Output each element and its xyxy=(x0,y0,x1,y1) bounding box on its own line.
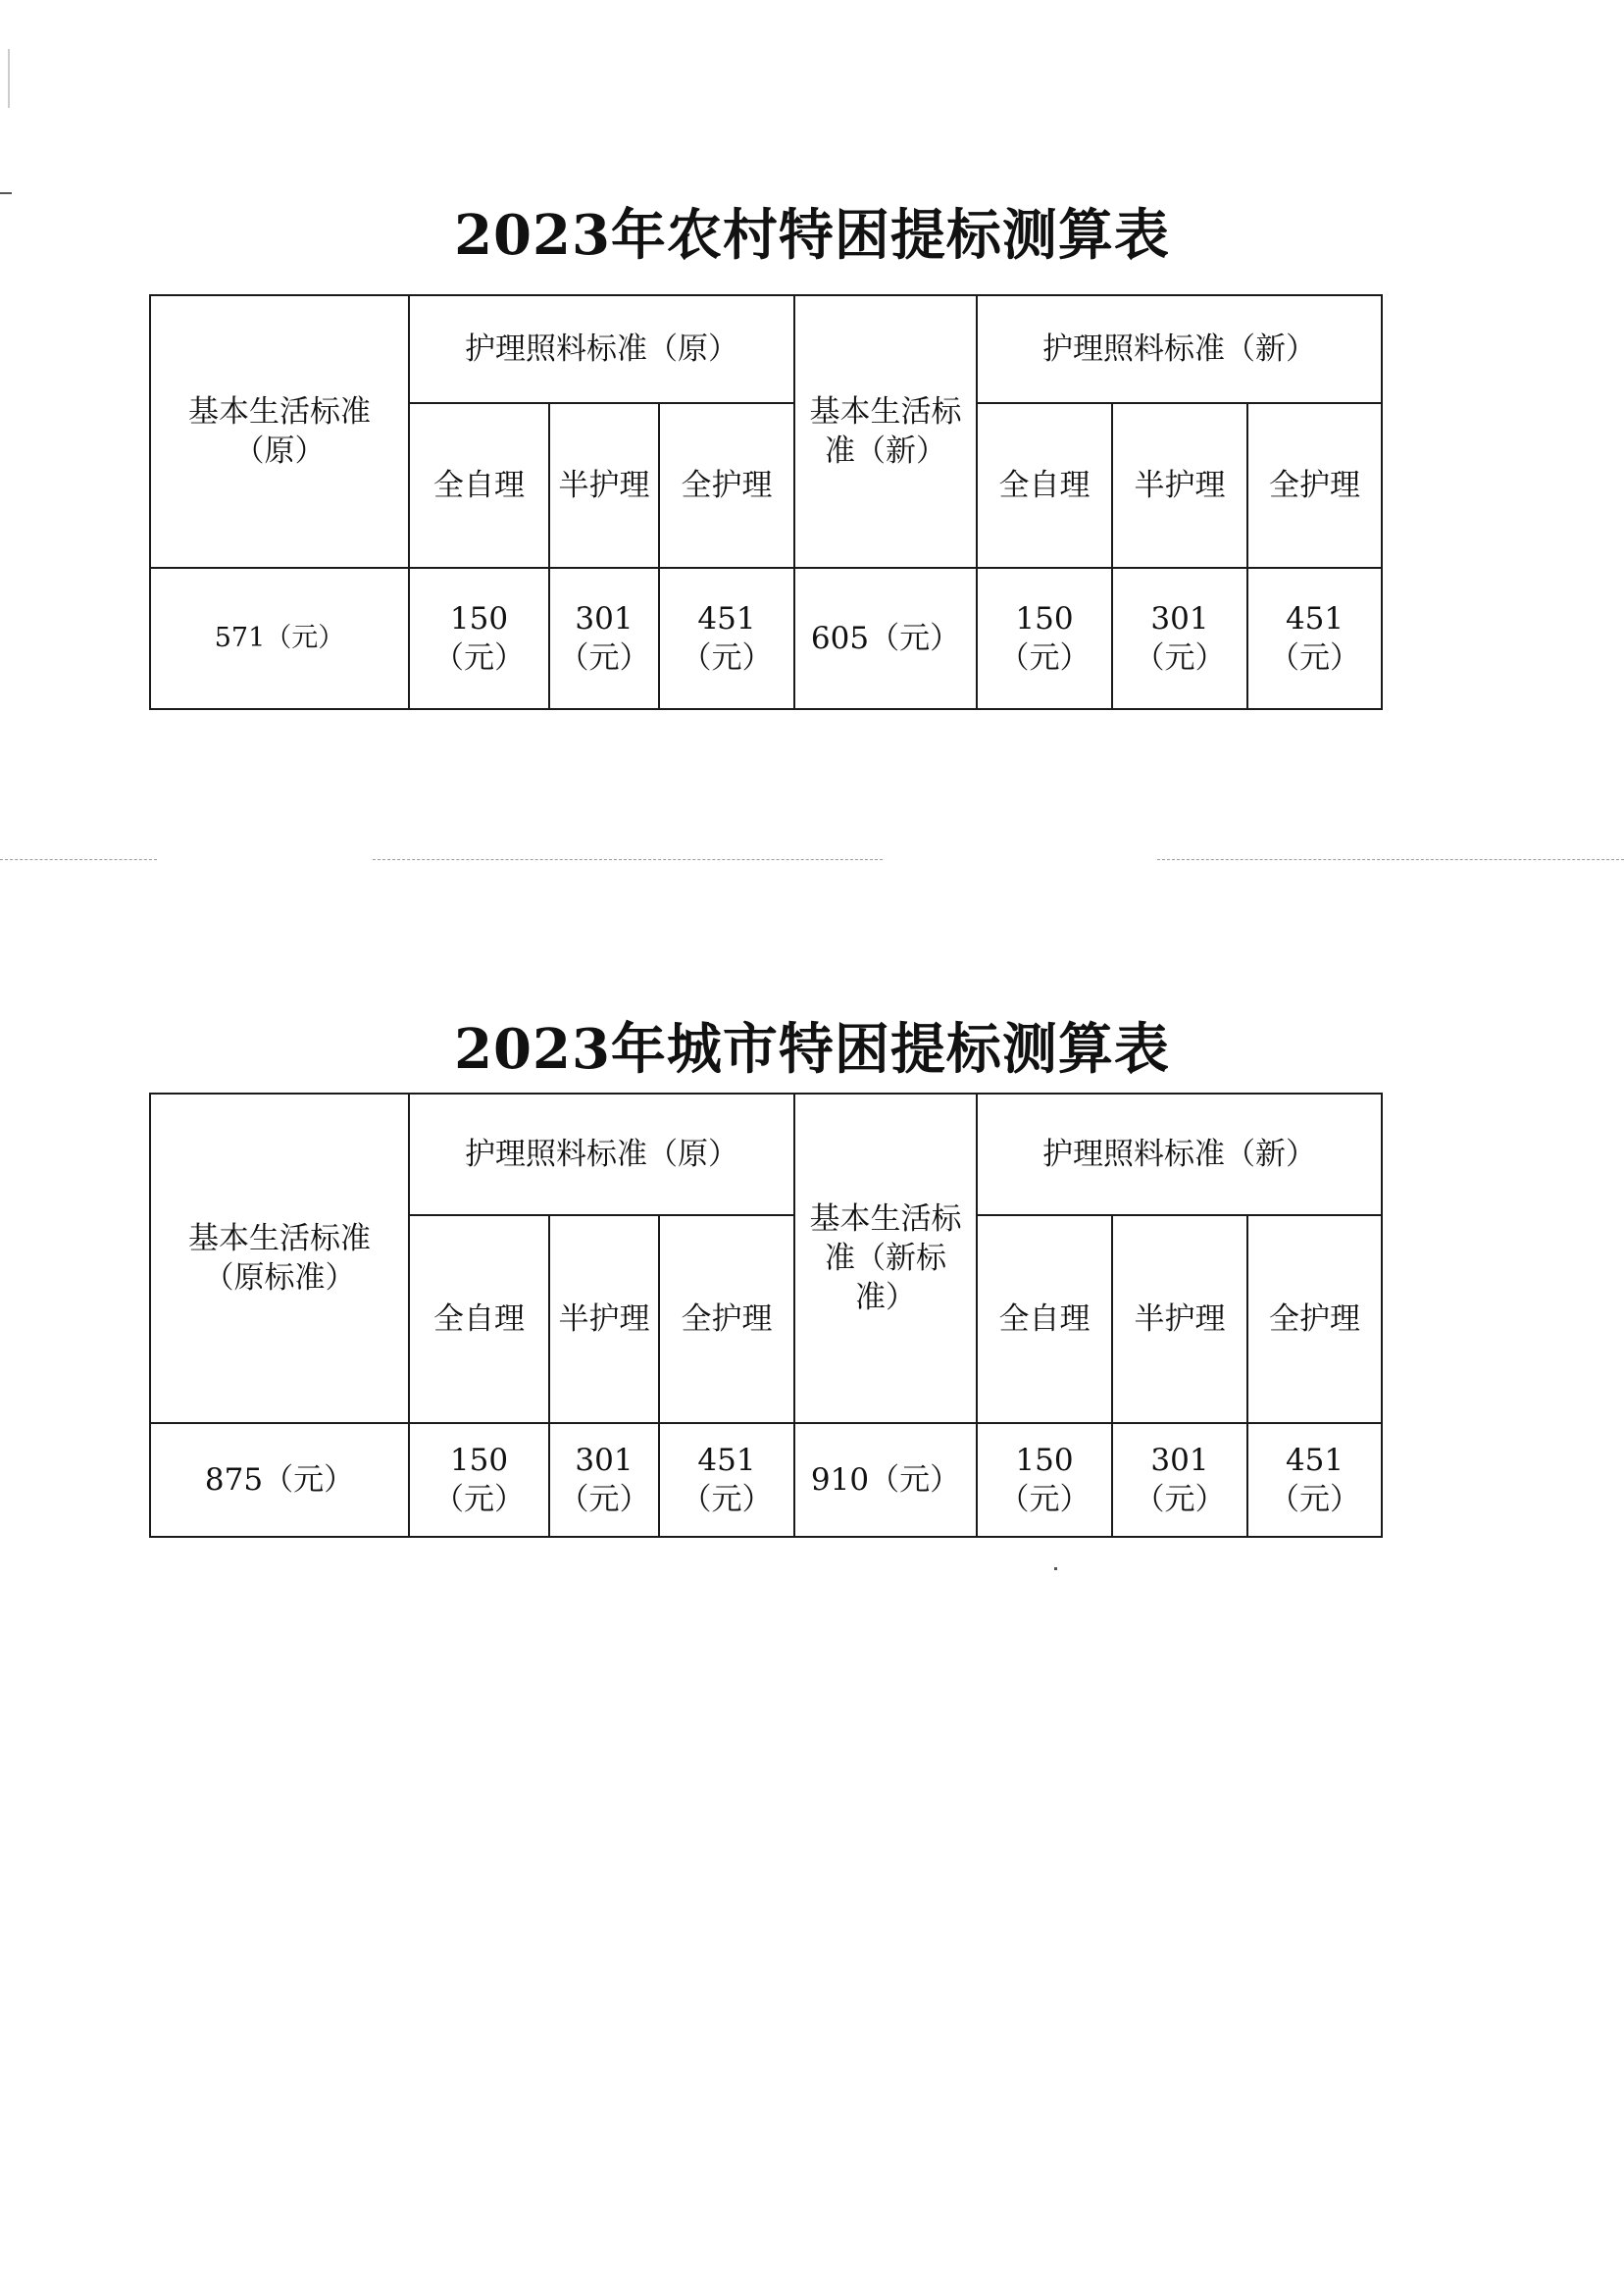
urban-standards-table xyxy=(149,1093,1383,1538)
page-divider xyxy=(373,859,883,860)
subheader-self-care: 全自理 xyxy=(977,403,1112,568)
header-care-new: 护理照料标准（新） xyxy=(977,295,1382,403)
subheader-half-care: 半护理 xyxy=(1112,403,1247,568)
header-basic-new: 基本生活标准（新标准） xyxy=(794,1094,977,1423)
subheader-full-care: 全护理 xyxy=(659,403,794,568)
value-care-old-self: 150 （元） xyxy=(409,568,549,709)
header-basic-old: 基本生活标准（原） xyxy=(150,295,409,568)
value-care-new-half: 301 （元） xyxy=(1112,568,1247,709)
subheader-half-care: 半护理 xyxy=(549,1215,659,1423)
header-care-old: 护理照料标准（原） xyxy=(409,295,794,403)
value-basic-new: 605（元） xyxy=(794,568,977,709)
subheader-self-care: 全自理 xyxy=(409,1215,549,1423)
subheader-half-care: 半护理 xyxy=(549,403,659,568)
value-care-old-half: 301 （元） xyxy=(549,568,659,709)
value-care-new-full: 451 （元） xyxy=(1247,1423,1382,1537)
value-basic-old: 875（元） xyxy=(150,1423,409,1537)
page-title-urban: 2023年城市特困提标测算表 xyxy=(454,1017,1170,1082)
header-basic-new: 基本生活标准（新） xyxy=(794,295,977,568)
scan-mark xyxy=(1054,1567,1057,1570)
value-care-new-full: 451 （元） xyxy=(1247,568,1382,709)
value-basic-old: 571（元） xyxy=(150,568,409,709)
subheader-full-care: 全护理 xyxy=(1247,1215,1382,1423)
value-care-new-self: 150 （元） xyxy=(977,1423,1112,1537)
page-divider xyxy=(0,859,157,860)
header-care-old: 护理照料标准（原） xyxy=(409,1094,794,1215)
page-divider xyxy=(1157,859,1624,860)
subheader-self-care: 全自理 xyxy=(977,1215,1112,1423)
value-basic-new: 910（元） xyxy=(794,1423,977,1537)
value-care-new-half: 301 （元） xyxy=(1112,1423,1247,1537)
value-care-old-full: 451 （元） xyxy=(659,568,794,709)
subheader-full-care: 全护理 xyxy=(659,1215,794,1423)
value-care-old-half: 301 （元） xyxy=(549,1423,659,1537)
subheader-full-care: 全护理 xyxy=(1247,403,1382,568)
value-care-old-full: 451 （元） xyxy=(659,1423,794,1537)
subheader-half-care: 半护理 xyxy=(1112,1215,1247,1423)
page-title-rural: 2023年农村特困提标测算表 xyxy=(454,203,1170,268)
value-care-new-self: 150 （元） xyxy=(977,568,1112,709)
header-care-new: 护理照料标准（新） xyxy=(977,1094,1382,1215)
header-basic-old: 基本生活标准（原标准） xyxy=(150,1094,409,1423)
rural-standards-table xyxy=(149,294,1383,710)
scan-mark xyxy=(8,49,10,108)
subheader-self-care: 全自理 xyxy=(409,403,549,568)
value-care-old-self: 150 （元） xyxy=(409,1423,549,1537)
